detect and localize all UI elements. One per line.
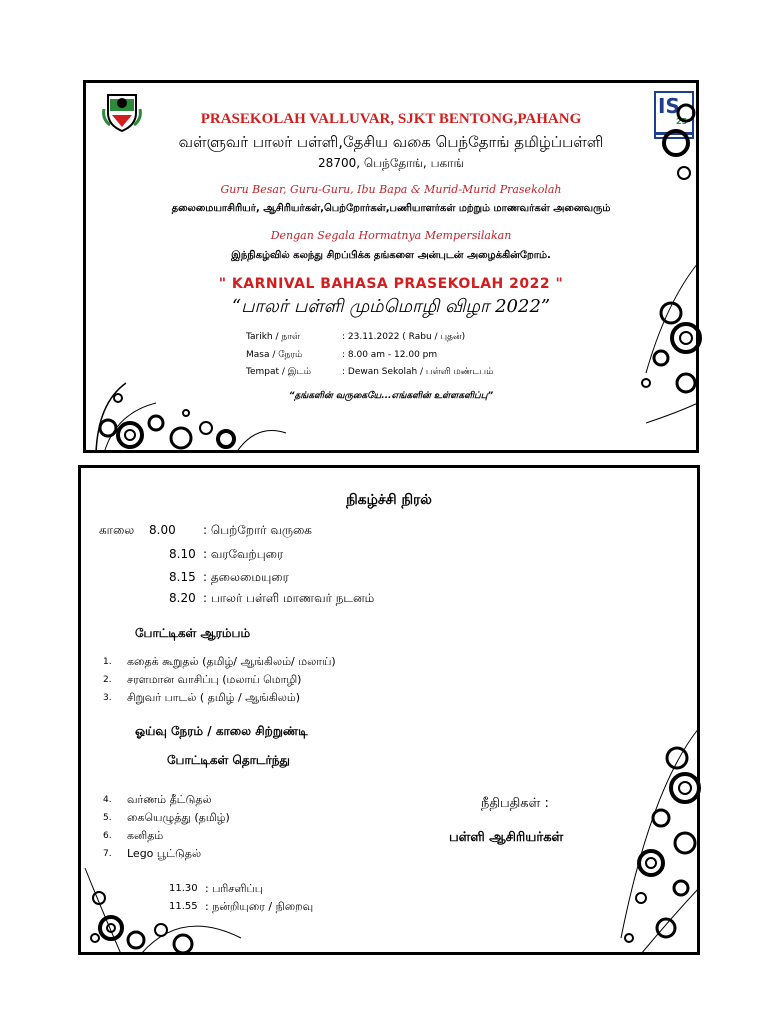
schedule-item: : பெற்றோர் வருகை bbox=[203, 523, 312, 537]
closing-time: 11.55 bbox=[169, 901, 198, 912]
closing-item: : பரிசளிப்பு bbox=[205, 882, 263, 895]
event-title-ms: " KARNIVAL BAHASA PRASEKOLAH 2022 " bbox=[218, 276, 564, 292]
programme-card bbox=[78, 465, 700, 955]
closing-item: : நன்றியுரை / நிறைவு bbox=[205, 900, 314, 913]
list-number: 2. bbox=[103, 675, 112, 685]
invitation-card bbox=[83, 80, 699, 453]
schedule-item: : தலைமையுரை bbox=[203, 570, 289, 584]
detail-time-label: Masa / நேரம் bbox=[246, 350, 303, 360]
list-number: 5. bbox=[103, 813, 112, 823]
schedule-time: 8.10 bbox=[169, 547, 196, 561]
list-number: 1. bbox=[103, 657, 112, 667]
detail-time-value: : 8.00 am - 12.00 pm bbox=[342, 350, 438, 360]
competition-item: கதைக் கூறுதல் (தமிழ்/ ஆங்கிலம்/ மலாய்) bbox=[127, 655, 336, 668]
detail-venue-label: Tempat / இடம் bbox=[246, 367, 311, 377]
school-address: 28700, பெந்தோங், பகாங் bbox=[318, 156, 464, 170]
schedule-item: : பாலர் பள்ளி மாணவர் நடனம் bbox=[203, 591, 375, 605]
partner-logo-text: IS bbox=[658, 94, 680, 118]
event-title-ta: “பாலர் பள்ளி மும்மொழி விழா 2022” bbox=[231, 296, 551, 317]
competitions-start-heading: போட்டிகள் ஆரம்பம் bbox=[135, 626, 251, 640]
closing-time: 11.30 bbox=[169, 883, 198, 894]
competitions-continue-heading: போட்டிகள் தொடர்ந்து bbox=[167, 753, 290, 767]
schedule-time: 8.00 bbox=[149, 523, 176, 537]
competition-item: சிறுவர் பாடல் ( தமிழ் / ஆங்கிலம்) bbox=[127, 691, 301, 704]
list-number: 3. bbox=[103, 693, 112, 703]
partner-logo-number: 25 bbox=[676, 117, 688, 126]
schedule-time: 8.15 bbox=[169, 570, 196, 584]
schedule-time: 8.20 bbox=[169, 591, 196, 605]
school-name-en: PRASEKOLAH VALLUVAR, SJKT BENTONG,PAHANG bbox=[200, 111, 582, 127]
audience-ta: தலைமையாசிரியர், ஆசிரியர்கள்,பெற்றோர்கள்,பணியாளர்கள் மற்றும் மாணவர்கள் அனைவரும் bbox=[171, 203, 611, 214]
invite-ms: Dengan Segala Hormatnya Mempersilakan bbox=[270, 229, 512, 242]
detail-venue-value: : Dewan Sekolah / பள்ளி மண்டபம் bbox=[342, 367, 494, 377]
judges-label: நீதிபதிகள் : bbox=[481, 796, 549, 811]
programme-title: நிகழ்ச்சி நிரல் bbox=[346, 492, 432, 508]
judges-value: பள்ளி ஆசிரியர்கள் bbox=[449, 830, 564, 845]
competition-item: கையெழுத்து (தமிழ்) bbox=[127, 811, 230, 824]
invite-ta: இந்நிகழ்வில் கலந்து சிறப்பிக்க தங்களை அன்புடன் அழைக்கின்றோம். bbox=[231, 250, 551, 261]
audience-ms: Guru Besar, Guru-Guru, Ibu Bapa & Murid-Murid Prasekolah bbox=[220, 183, 562, 196]
competition-item: வர்ணம் தீட்டுதல் bbox=[127, 793, 212, 806]
schedule-item: : வரவேற்புரை bbox=[203, 547, 284, 561]
school-name-ta: வள்ளுவர் பாலர் பள்ளி,தேசிய வகை பெந்தோங் தமிழ்ப்பள்ளி bbox=[178, 133, 604, 151]
list-number: 6. bbox=[103, 831, 112, 841]
detail-date-label: Tarikh / நாள் bbox=[246, 332, 300, 342]
list-number: 7. bbox=[103, 849, 112, 859]
detail-date-value: : 23.11.2022 ( Rabu / புதன்) bbox=[342, 332, 466, 342]
break-heading: ஓய்வு நேரம் / காலை சிற்றுண்டி bbox=[135, 724, 308, 738]
corner-ornaments-card1 bbox=[86, 83, 702, 456]
morning-label: காலை bbox=[99, 523, 135, 537]
welcome-quote: “தங்களின் வருகையே...எங்களின் உள்ளகளிப்பு” bbox=[288, 391, 494, 401]
list-number: 4. bbox=[103, 795, 112, 805]
competition-item: கனிதம் bbox=[127, 829, 164, 842]
corner-ornaments-card2 bbox=[81, 468, 703, 958]
competition-item: சரளமான வாசிப்பு (மலாய் மொழி) bbox=[127, 673, 302, 686]
competition-item: Lego பூட்டுதல் bbox=[127, 847, 202, 860]
